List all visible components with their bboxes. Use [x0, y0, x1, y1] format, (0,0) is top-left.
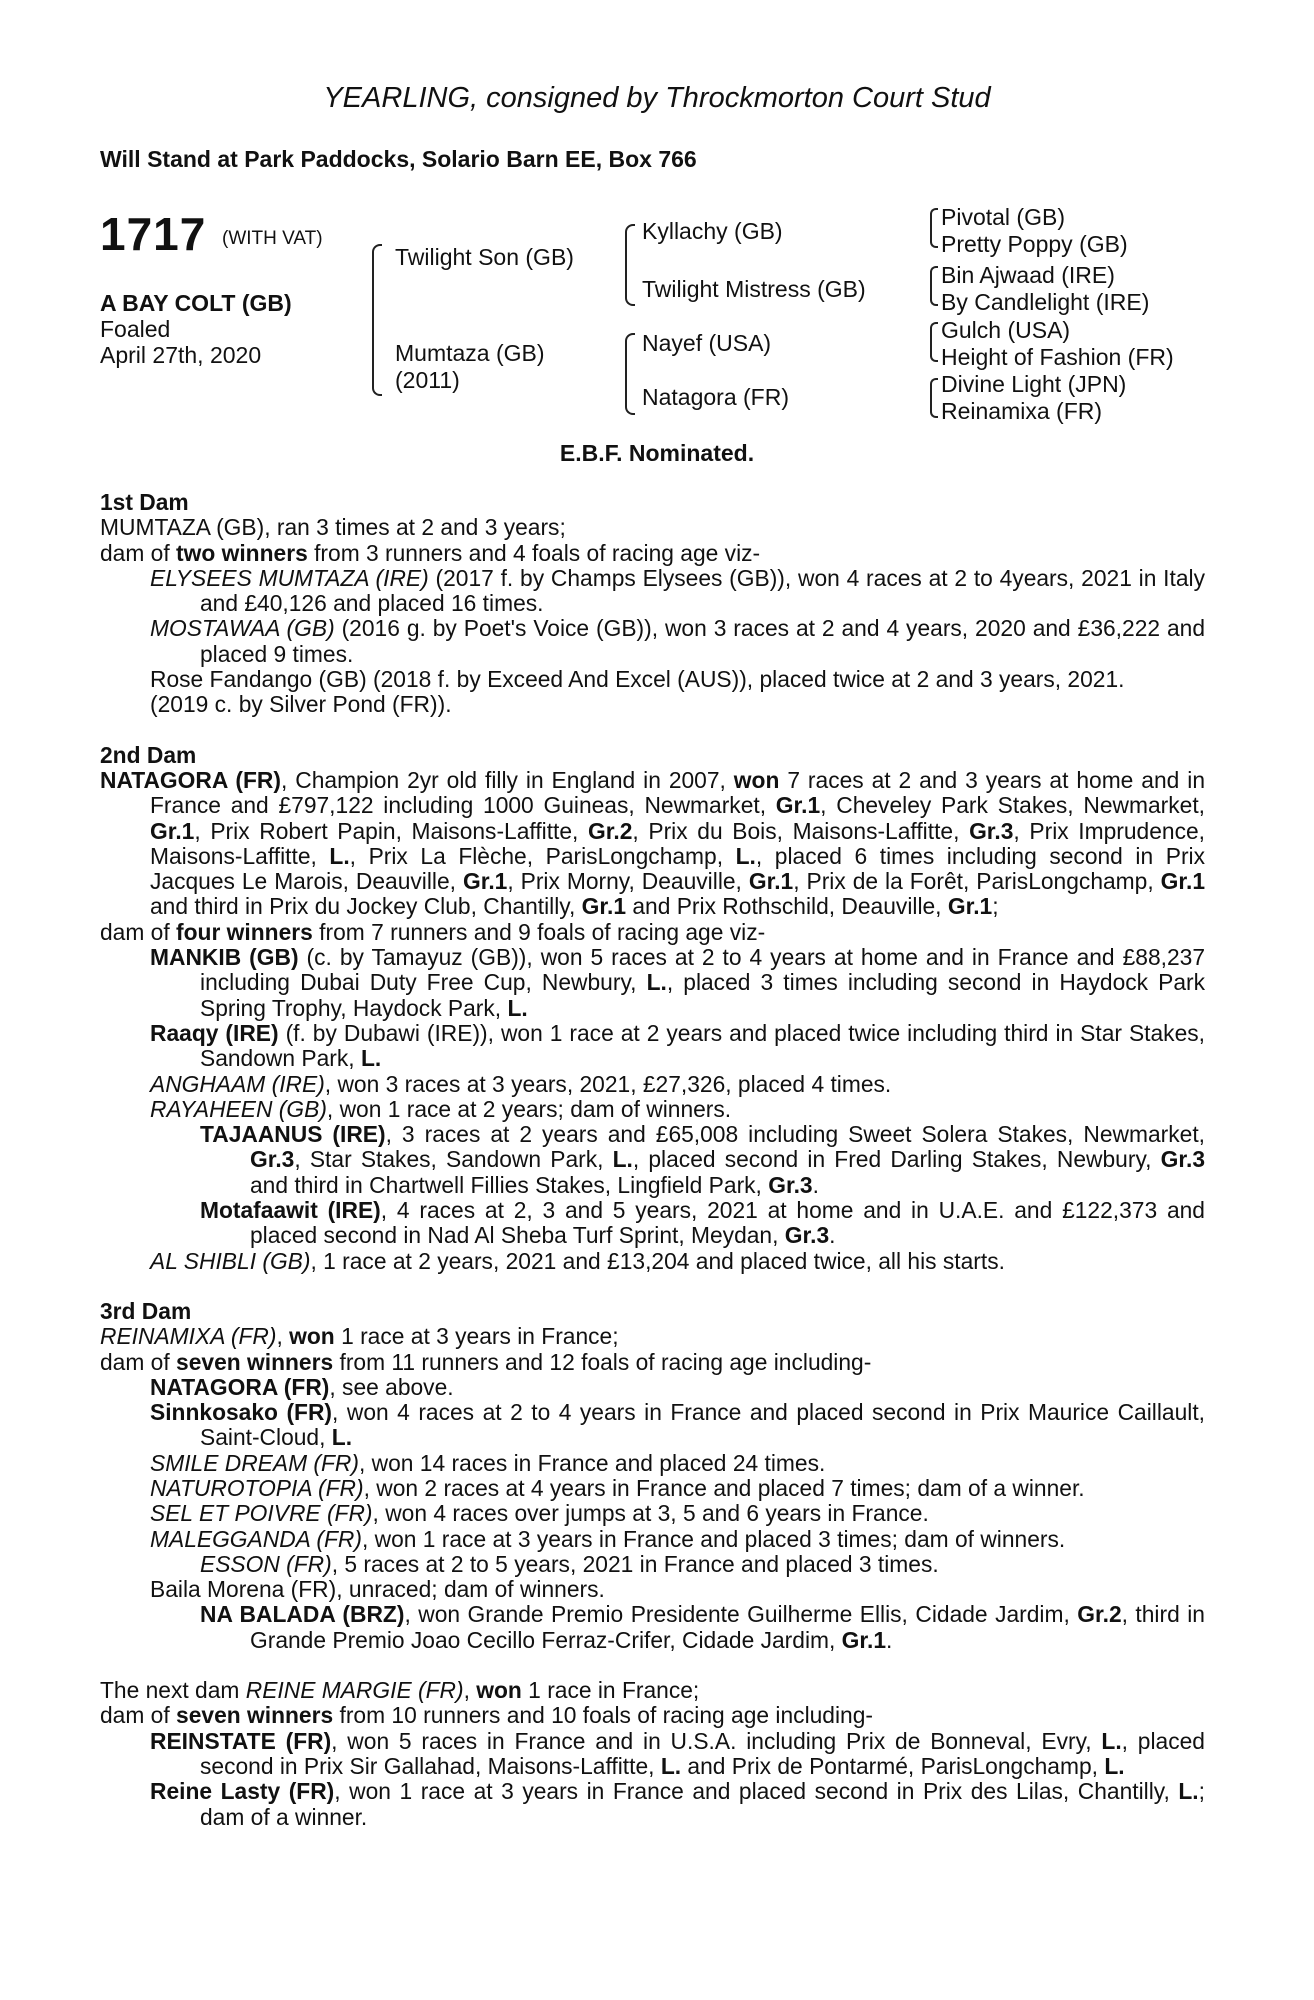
- g3-name-3: Bin Ajwaad (IRE): [941, 262, 1115, 288]
- pedigree-brace-g3-3: [930, 322, 938, 362]
- pedigree-brace-g3-1: [930, 208, 938, 248]
- first-dam-title: 1st Dam: [100, 489, 189, 515]
- next-dam-record: The next dam REINE MARGIE (FR), won 1 race in France;: [100, 1677, 700, 1704]
- third-dam-produce-4: NATUROTOPIA (FR), won 2 races at 4 years in France and placed 7 times; dam of a winner.: [150, 1474, 1085, 1501]
- vat-note: (WITH VAT): [222, 228, 323, 249]
- g3-name-6: Height of Fashion (FR): [941, 344, 1174, 370]
- dam-name: Mumtaza (GB): [395, 340, 545, 366]
- next-dam-produce-2: Reine Lasty (FR), won 1 race at 3 years in France and placed second in Prix des Lilas, Chantilly, L.; dam of a winner.: [150, 1778, 1205, 1830]
- second-dam-summary: dam of four winners from 7 runners and 9 foals of racing age viz-: [100, 918, 766, 945]
- pedigree-brace-dam: [625, 333, 635, 415]
- second-dam-produce-2: Raaqy (IRE) (f. by Dubawi (IRE)), won 1 race at 2 years and placed twice including third in Star Stakes, Sandown Park, L.: [150, 1019, 1205, 1072]
- third-dam-produce-3: SMILE DREAM (FR), won 14 races in France and placed 24 times.: [150, 1449, 826, 1476]
- second-dam-produce-1: MANKIB (GB) (c. by Tamayuz (GB)), won 5 races at 2 to 4 years at home and in France and £88,237 including Dubai Duty Free Cup, Newbury, L., placed 3 times including second in Haydock Park Spring Trophy, Haydock Park, L.: [150, 944, 1206, 1021]
- second-dam-title: 2nd Dam: [100, 741, 197, 768]
- first-dam-summary: dam of two winners from 3 runners and 4 foals of racing age viz-: [100, 539, 761, 566]
- third-dam-produce-5: SEL ET POIVRE (FR), won 4 races over jumps at 3, 5 and 6 years in France.: [150, 1500, 929, 1527]
- stabling-location: Will Stand at Park Paddocks, Solario Barn EE, Box 766: [100, 146, 697, 172]
- g3-name-2: Pretty Poppy (GB): [941, 231, 1128, 257]
- grand-produce-2: Motafaawit (IRE), 4 races at 2, 3 and 5 years, 2021 at home and in U.A.E. and £122,373 and placed second in Nad Al Sheba Turf Sprint, Meydan, Gr.3.: [200, 1197, 1205, 1249]
- dam-year: (2011): [395, 367, 460, 393]
- sire-dam-name: Twilight Mistress (GB): [642, 276, 866, 302]
- third-dam-produce-6: MALEGGANDA (FR), won 1 race at 3 years in France and placed 3 times; dam of winners.: [150, 1525, 1066, 1552]
- second-dam-produce-4: RAYAHEEN (GB), won 1 race at 2 years; dam of winners.: [150, 1095, 732, 1122]
- lot-description: A BAY COLT (GB): [100, 290, 292, 316]
- g3-name-4: By Candlelight (IRE): [941, 289, 1150, 315]
- pedigree-brace-sire: [625, 224, 635, 306]
- third-dam-title: 3rd Dam: [100, 1297, 192, 1324]
- ebf-nominated: E.B.F. Nominated.: [559, 440, 755, 466]
- second-dam-produce-5: AL SHIBLI (GB), 1 race at 2 years, 2021 and £13,204 and placed twice, all his starts.: [150, 1247, 1005, 1274]
- dam-dam-name: Natagora (FR): [642, 384, 789, 410]
- first-dam-line: MUMTAZA (GB), ran 3 times at 2 and 3 years;: [100, 514, 566, 541]
- first-dam-produce-2: MOSTAWAA (GB) (2016 g. by Poet's Voice (GB)), won 3 races at 2 and 4 years, 2020 and £36,222 and placed 9 times.: [150, 615, 1206, 667]
- g3-name-1: Pivotal (GB): [941, 204, 1065, 230]
- dam-sire-name: Nayef (USA): [642, 330, 772, 356]
- third-dam-summary: dam of seven winners from 11 runners and 12 foals of racing age including-: [100, 1348, 872, 1375]
- pedigree-brace-g3-4: [930, 378, 938, 418]
- sire-name: Twilight Son (GB): [395, 244, 574, 270]
- pedigree-brace-main: [372, 244, 382, 396]
- third-dam-produce-2: Sinnkosako (FR), won 4 races at 2 to 4 years in France and placed second in Prix Maurice Caillault, Saint-Cloud, L.: [150, 1399, 1205, 1451]
- lot-number: 1717: [100, 208, 207, 260]
- third-dam-produce-1: NATAGORA (FR), see above.: [150, 1373, 454, 1400]
- foaled-date: April 27th, 2020: [100, 342, 262, 368]
- next-dam-summary: dam of seven winners from 10 runners and 10 foals of racing age including-: [100, 1702, 874, 1729]
- consignor-heading: YEARLING, consigned by Throckmorton Court Stud: [323, 82, 991, 114]
- next-dam-produce-1: REINSTATE (FR), won 5 races in France and in U.S.A. including Prix de Bonneval, Evry, L., placed second in Prix Sir Gallahad, Maisons-Laffitte, L. and Prix de Pontarmé, ParisLongchamp, L.: [150, 1727, 1205, 1779]
- foaled-label: Foaled: [100, 316, 171, 342]
- g3-name-8: Reinamixa (FR): [941, 398, 1103, 424]
- second-dam-produce-3: ANGHAAM (IRE), won 3 races at 3 years, 2021, £27,326, placed 4 times.: [150, 1070, 892, 1097]
- third-dam-produce-7: Baila Morena (FR), unraced; dam of winners.: [150, 1576, 605, 1603]
- first-dam-produce-1: ELYSEES MUMTAZA (IRE) (2017 f. by Champs Elysees (GB)), won 4 races at 2 to 4years, 2021 in Italy and £40,126 and placed 16 times.: [150, 564, 1205, 617]
- sire-sire-name: Kyllachy (GB): [642, 218, 783, 244]
- third-dam-grand-produce-2: NA BALADA (BRZ), won Grande Premio Presidente Guilherme Ellis, Cidade Jardim, Gr.2, third in Grande Premio Joao Cecillo Ferraz-Crifer, Cidade Jardim, Gr.1.: [200, 1601, 1205, 1653]
- third-dam-grand-produce-1: ESSON (FR), 5 races at 2 to 5 years, 2021 in France and placed 3 times.: [200, 1550, 939, 1577]
- first-dam-produce-3: Rose Fandango (GB) (2018 f. by Exceed And Excel (AUS)), placed twice at 2 and 3 years, 2021.: [150, 666, 1125, 693]
- first-dam-produce-4: (2019 c. by Silver Pond (FR)).: [150, 691, 452, 718]
- g3-name-5: Gulch (USA): [941, 317, 1071, 343]
- second-dam-record: NATAGORA (FR), Champion 2yr old filly in England in 2007, won 7 races at 2 and 3 years at home and in France and £797,122 including 1000 Guineas, Newmarket, Gr.1, Cheveley Park Stakes, Newmarket, Gr.1, Prix Robert Papin, Maisons-Laffitte, Gr.2, Prix du Bois, Maisons-Laffitte, Gr.3, Prix Imprudence, Maisons-Laffitte, L., Prix La Flèche, ParisLongchamp, L., placed 6 times including second in Prix Jacques Le Marois, Deauville, Gr.1, Prix Morny, Deauville, Gr.1, Prix de la Forêt, ParisLongchamp, Gr.1 and third in Prix du Jockey Club, Chantilly, Gr.1 and Prix Rothschild, Deauville, Gr.1;: [100, 766, 1206, 920]
- third-dam-record: REINAMIXA (FR), won 1 race at 3 years in France;: [100, 1323, 619, 1350]
- pedigree-brace-g3-2: [930, 266, 938, 306]
- grand-produce-1: TAJAANUS (IRE), 3 races at 2 years and £65,008 including Sweet Solera Stakes, Newmarket, Gr.3, Star Stakes, Sandown Park, L., placed second in Fred Darling Stakes, Newbury, Gr.3 and third in Chartwell Fillies Stakes, Lingfield Park, Gr.3.: [200, 1121, 1205, 1198]
- g3-name-7: Divine Light (JPN): [941, 371, 1127, 397]
- produce-record: [100, 490, 1205, 1830]
